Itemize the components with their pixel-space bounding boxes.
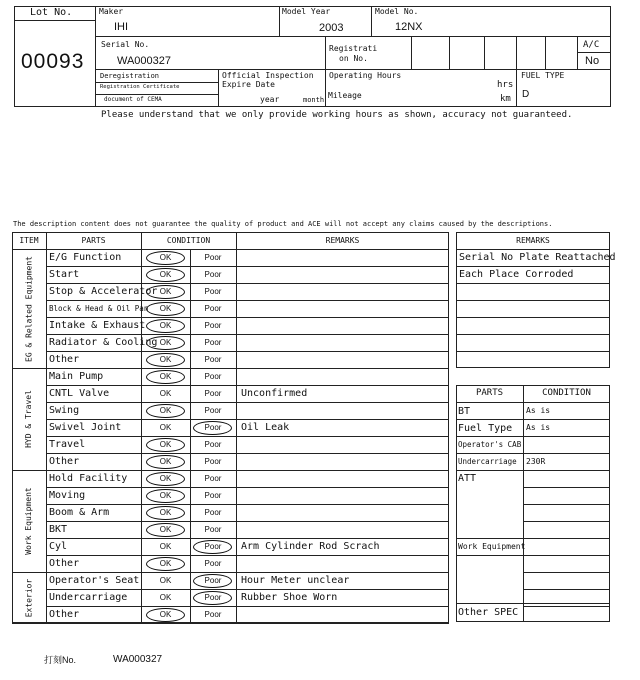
registration-cert-label: Registration Certificate [100, 84, 180, 90]
ok-label: OK [159, 457, 172, 466]
poor-circle-mark [193, 591, 232, 605]
spec-row-line [523, 589, 610, 590]
registration-label: Registrati [329, 44, 378, 53]
ok-circle-mark [146, 523, 185, 537]
poor-label: Poor [204, 559, 222, 568]
part-name: Operator's Seat [49, 575, 140, 586]
maker-label: Maker [99, 7, 124, 16]
group-label: EG & Related Equipment [24, 255, 33, 362]
ok-label: OK [159, 321, 172, 330]
work-equipment-label: Work Equipment [458, 542, 526, 551]
ok-label: OK [159, 270, 172, 279]
part-name: Boom & Arm [49, 507, 110, 518]
parts-row-condition: As is [526, 423, 551, 432]
table-row-line [46, 453, 449, 454]
poor-label: Poor [204, 253, 222, 262]
table-row-line [46, 283, 449, 284]
registration-label-2: on No. [339, 54, 368, 63]
part-name: Other [49, 558, 80, 569]
poor-label: Poor [204, 304, 222, 313]
col-item-header: ITEM [19, 236, 39, 245]
ok-label: OK [159, 423, 172, 432]
col-remarks-header: REMARKS [325, 236, 360, 245]
part-name: Hold Facility [49, 473, 128, 484]
ok-circle-mark [146, 302, 185, 316]
remark-text: Oil Leak [241, 422, 290, 433]
model-no-value: 12NX [395, 21, 423, 33]
poor-label: Poor [204, 610, 222, 619]
ok-label: OK [159, 508, 172, 517]
table-row-line [46, 436, 449, 437]
table-row-line [12, 470, 449, 471]
ok-circle-mark [146, 455, 185, 469]
poor-label: Poor [204, 576, 222, 585]
ok-circle-mark [146, 506, 185, 520]
part-name: Swing [49, 405, 80, 416]
maker-value: IHI [114, 21, 129, 33]
work-equip-line [456, 538, 610, 539]
parts-row-line [456, 436, 610, 437]
ok-label: OK [159, 440, 172, 449]
operating-hours-label: Operating Hours [329, 71, 402, 80]
ok-label: OK [159, 542, 172, 551]
hrs-label: hrs [497, 80, 514, 90]
poor-label: Poor [204, 270, 222, 279]
poor-label: Poor [204, 423, 222, 432]
serial-label: Serial No. [101, 40, 150, 49]
ok-circle-mark [146, 285, 185, 299]
model-year-label: Model Year [282, 7, 331, 16]
group-label: Exterior [24, 578, 33, 617]
part-name: Intake & Exhaust [49, 320, 146, 331]
part-name: CNTL Valve [49, 388, 110, 399]
table-row-line [46, 487, 449, 488]
engraved-no-label: 打刻No. [44, 655, 77, 665]
table-row-line [46, 402, 449, 403]
part-name: Radiator & Cooling [49, 337, 158, 348]
ok-circle-mark [146, 370, 185, 384]
km-label: km [500, 94, 511, 104]
remarks-row: Serial No Plate Reattached [459, 252, 616, 263]
disclaimer: The description content does not guarantee the quality of product and ACE will not accept any claims caused by the descriptions. [13, 220, 553, 228]
part-name: Stop & Accelerator [49, 286, 158, 297]
ok-circle-mark [146, 489, 185, 503]
part-name: Travel [49, 439, 86, 450]
poor-circle-mark [193, 574, 232, 588]
remarks-row-line [456, 334, 610, 335]
ok-label: OK [159, 593, 172, 602]
poor-label: Poor [204, 525, 222, 534]
ac-value: No [585, 55, 600, 67]
month-label: month [303, 96, 325, 104]
parts-row-line [456, 419, 610, 420]
parts-row-condition: 230R [526, 457, 546, 466]
ok-label: OK [159, 406, 172, 415]
remarks-row-line [456, 266, 610, 267]
poor-label: Poor [204, 542, 222, 551]
remark-text: Rubber Shoe Worn [241, 592, 338, 603]
parts-header-line [456, 402, 610, 403]
fuel-type-value: D [522, 89, 530, 100]
part-name: E/G Function [49, 252, 122, 263]
table-row-line [12, 623, 449, 624]
ok-label: OK [159, 610, 172, 619]
parts-row-condition: As is [526, 406, 551, 415]
condition-col-header: CONDITION [542, 388, 591, 398]
group-label: Work Equipment [24, 487, 33, 555]
att-row-line [523, 487, 610, 488]
table-row-line [46, 555, 449, 556]
spec-row-line [523, 572, 610, 573]
remarks-row-line [456, 317, 610, 318]
ok-circle-mark [146, 353, 185, 367]
poor-label: Poor [204, 389, 222, 398]
part-name: Block & Head & Oil Pan [49, 304, 149, 313]
poor-label: Poor [204, 440, 222, 449]
part-name: Start [49, 269, 80, 280]
poor-label: Poor [204, 355, 222, 364]
poor-label: Poor [204, 338, 222, 347]
ok-circle-mark [146, 472, 185, 486]
part-name: BKT [49, 524, 68, 535]
mileage-label: Mileage [328, 91, 362, 100]
fuel-type-label: FUEL TYPE [521, 71, 565, 80]
parts-row-name: Undercarriage [458, 457, 517, 466]
table-row-line [46, 419, 449, 420]
table-col-divider [236, 232, 237, 623]
table-row-line [12, 572, 449, 573]
parts-row-line [456, 453, 610, 454]
remarks-row-line [456, 300, 610, 301]
col-condition-header: CONDITION [166, 236, 211, 245]
remarks-panel-title: REMARKS [516, 236, 550, 245]
other-spec-line [456, 603, 610, 604]
remarks-header-line [456, 249, 610, 250]
ok-circle-mark [146, 319, 185, 333]
part-name: Swivel Joint [49, 422, 122, 433]
cema-label: document of CEMA [104, 96, 162, 103]
ac-label: A/C [583, 40, 600, 50]
table-row-line [46, 589, 449, 590]
ok-circle-mark [146, 251, 185, 265]
hours-note: Please understand that we only provide working hours as shown, accuracy not guaranteed. [101, 110, 573, 120]
table-row-line [46, 351, 449, 352]
remarks-row: Each Place Corroded [459, 269, 574, 280]
inspection-label-2: Expire Date [222, 80, 275, 89]
table-row-line [46, 266, 449, 267]
part-name: Other [49, 354, 80, 365]
part-name: Other [49, 609, 80, 620]
remark-text: Hour Meter unclear [241, 575, 350, 586]
model-year-value: 2003 [319, 22, 344, 34]
inspection-label: Official Inspection [222, 71, 314, 80]
part-name: Other [49, 456, 80, 467]
table-row-line [12, 368, 449, 369]
parts-row-name: Fuel Type [458, 423, 513, 434]
table-header-line [12, 249, 449, 250]
att-label: ATT [458, 473, 477, 484]
table-row-line [46, 300, 449, 301]
ok-label: OK [159, 525, 172, 534]
col-parts-header: PARTS [81, 236, 106, 245]
parts-row-name: BT [458, 406, 471, 417]
table-row-line [46, 521, 449, 522]
group-label: HYD & Travel [24, 390, 33, 448]
table-row-line [46, 334, 449, 335]
ok-label: OK [159, 559, 172, 568]
ok-label: OK [159, 491, 172, 500]
poor-label: Poor [204, 491, 222, 500]
table-row-line [46, 317, 449, 318]
ok-circle-mark [146, 268, 185, 282]
model-no-label: Model No. [375, 7, 419, 16]
parts-row-name: Operator's CAB [458, 440, 522, 449]
ok-circle-mark [146, 336, 185, 350]
ok-label: OK [159, 253, 172, 262]
remarks-row-line [456, 283, 610, 284]
ok-label: OK [159, 287, 172, 296]
poor-label: Poor [204, 321, 222, 330]
lot-label: Lot No. [30, 7, 73, 18]
deregistration-label: Deregistration [100, 72, 160, 80]
spec-row-line [523, 606, 610, 607]
part-name: Undercarriage [49, 592, 128, 603]
parts-row-line [456, 470, 610, 471]
table-col-divider [46, 232, 47, 623]
poor-circle-mark [193, 540, 232, 554]
ok-label: OK [159, 355, 172, 364]
ok-label: OK [159, 338, 172, 347]
poor-label: Poor [204, 372, 222, 381]
att-row-line [523, 504, 610, 505]
poor-circle-mark [193, 421, 232, 435]
ok-circle-mark [146, 608, 185, 622]
table-row-line [46, 504, 449, 505]
table-row-line [46, 606, 449, 607]
ok-label: OK [159, 389, 172, 398]
poor-label: Poor [204, 287, 222, 296]
other-spec-label: Other SPEC [458, 607, 519, 618]
table-row-line [46, 385, 449, 386]
ok-circle-mark [146, 404, 185, 418]
remark-text: Arm Cylinder Rod Scrach [241, 541, 380, 552]
ok-circle-mark [146, 557, 185, 571]
poor-label: Poor [204, 474, 222, 483]
poor-label: Poor [204, 593, 222, 602]
ok-circle-mark [146, 438, 185, 452]
remark-text: Unconfirmed [241, 388, 308, 399]
ok-label: OK [159, 372, 172, 381]
ok-label: OK [159, 304, 172, 313]
lot-number: 00093 [21, 50, 85, 73]
poor-label: Poor [204, 406, 222, 415]
poor-label: Poor [204, 457, 222, 466]
ok-label: OK [159, 576, 172, 585]
part-name: Moving [49, 490, 86, 501]
year-label: year [260, 95, 280, 104]
table-row-line [46, 538, 449, 539]
remarks-row-line [456, 351, 610, 352]
part-name: Main Pump [49, 371, 104, 382]
work-equip-line [456, 555, 610, 556]
part-name: Cyl [49, 541, 68, 552]
poor-label: Poor [204, 508, 222, 517]
att-row-line [523, 521, 610, 522]
parts-col-header: PARTS [475, 388, 504, 398]
engraved-no-value: WA000327 [113, 654, 163, 665]
serial-value: WA000327 [117, 55, 172, 67]
ok-label: OK [159, 474, 172, 483]
